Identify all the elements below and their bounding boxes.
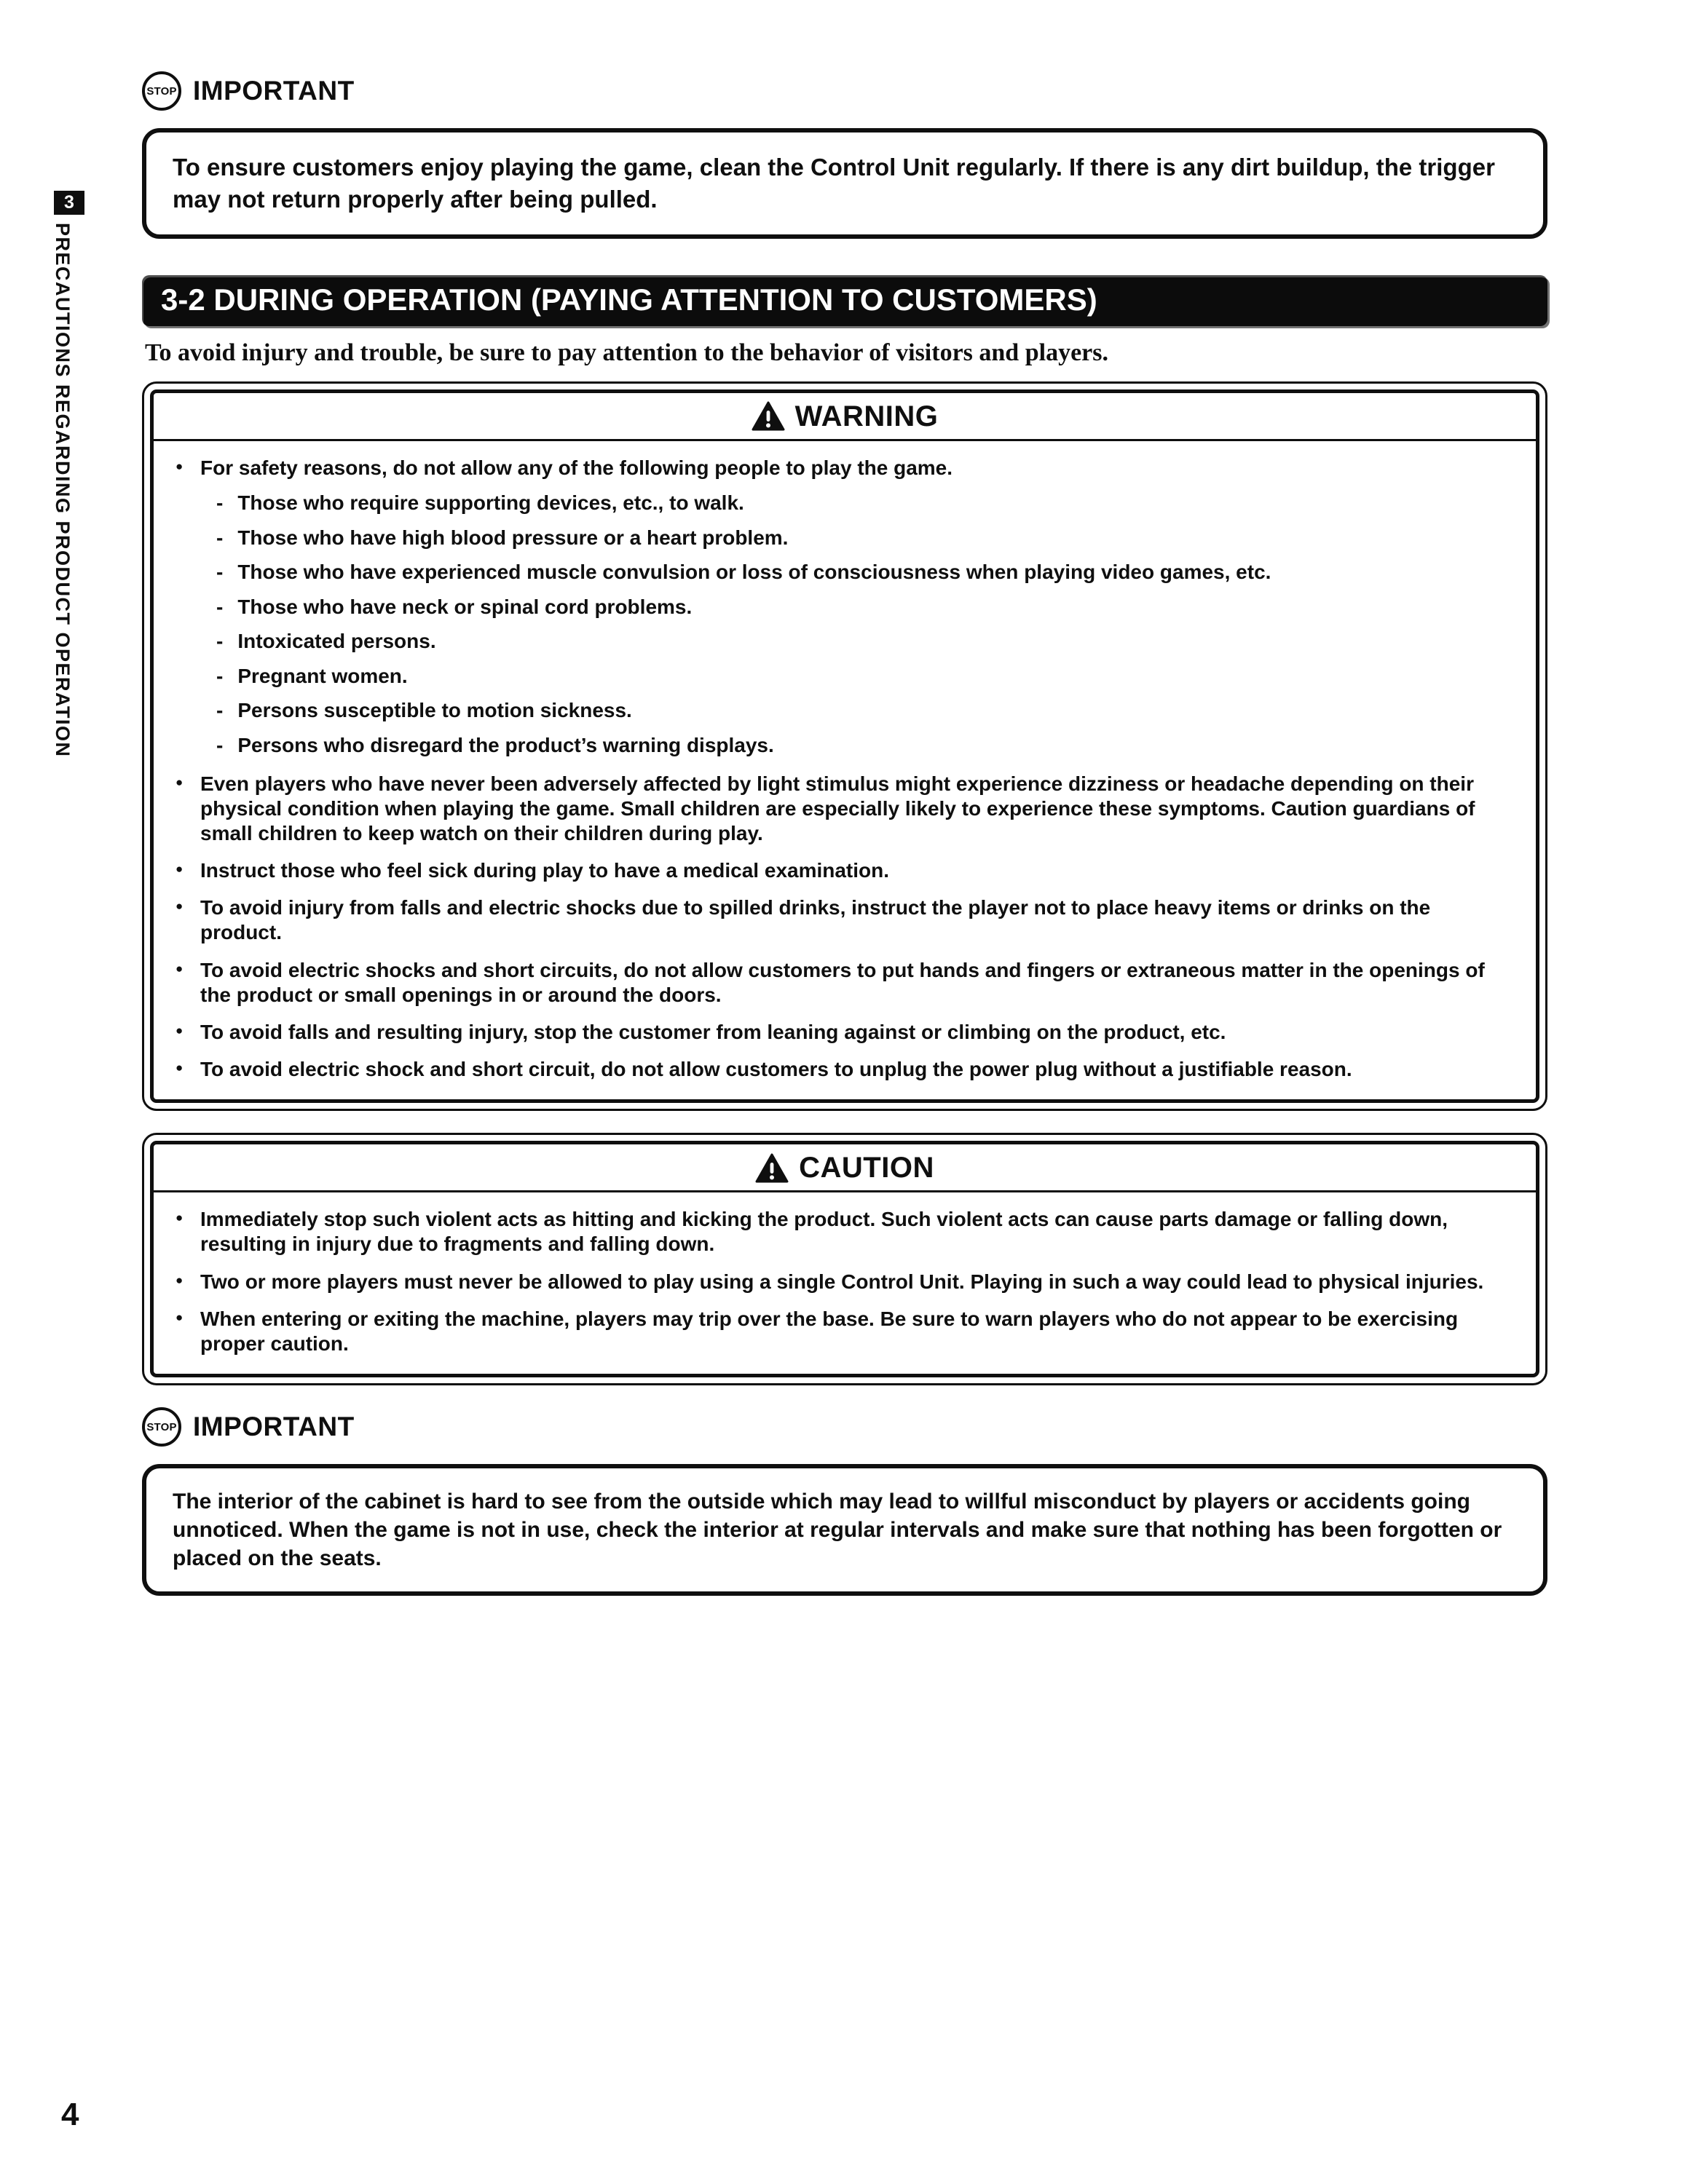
caution-list [154, 1192, 1536, 1364]
warning-item [175, 772, 1513, 846]
warning-title-label: WARNING [794, 400, 939, 432]
caution-item-text: Two or more players must never be allowed to play using a single Control Unit. Playing in such a way could lead to physical injuries. [200, 1270, 1484, 1293]
warning-item [175, 895, 1513, 945]
warning-item-text: Even players who have never been adversely affected by light stimulus might experience dizziness or headache depending on their physical condition when playing the game. Small children are especially likely to experience these symptoms. Caution guardians of small children to keep watch on their children during play. [200, 772, 1475, 844]
warning-triangle-icon [752, 401, 785, 432]
dash-icon [216, 733, 223, 758]
warning-list [154, 441, 1536, 1089]
bullet-icon [175, 1207, 187, 1257]
stop-badge-icon: STOP [142, 71, 181, 111]
dash-icon [216, 664, 223, 689]
important-label: IMPORTANT [193, 76, 355, 106]
warning-subitem-text: Intoxicated persons. [237, 630, 436, 653]
dash-icon [216, 698, 223, 723]
bullet-icon [175, 958, 187, 1008]
warning-subitem [216, 629, 1271, 654]
bullet-icon [175, 772, 187, 846]
important-box-1: To ensure customers enjoy playing the game, clean the Control Unit regularly. If there is any dirt buildup, the trigger may not return properly after being pulled. [142, 128, 1547, 239]
page-number: 4 [61, 2097, 79, 2132]
warning-item [175, 958, 1513, 1008]
caution-item [175, 1207, 1513, 1257]
bullet-icon [175, 1057, 187, 1082]
sidebar-vertical-title: PRECAUTIONS REGARDING PRODUCT OPERATION [52, 223, 74, 758]
warning-subitem-text: Those who have high blood pressure or a heart problem. [237, 526, 789, 549]
dash-icon [216, 560, 223, 585]
warning-item-text: For safety reasons, do not allow any of the following people to play the game. [200, 456, 953, 479]
warning-item [175, 1020, 1513, 1045]
section-title-bar: 3-2 DURING OPERATION (PAYING ATTENTION TO CUSTOMERS) [142, 275, 1547, 326]
bullet-icon [175, 858, 187, 883]
caution-box-inner [150, 1141, 1539, 1377]
bullet-icon [175, 456, 187, 759]
warning-item [175, 858, 1513, 883]
caution-box [142, 1133, 1547, 1385]
bullet-icon [175, 1307, 187, 1356]
important-heading-1 [142, 71, 1547, 111]
warning-subitem-text: Persons who disregard the product’s warning displays. [237, 734, 774, 757]
caution-title-label: CAUTION [799, 1152, 934, 1184]
bullet-icon [175, 1020, 187, 1045]
important-heading-2 [142, 1407, 1547, 1447]
warning-title [154, 393, 1536, 441]
warning-subitem [216, 595, 1271, 620]
warning-item [175, 1057, 1513, 1082]
caution-title [154, 1144, 1536, 1192]
caution-triangle-icon [755, 1153, 789, 1184]
warning-item-text: To avoid electric shocks and short circuits, do not allow customers to put hands and fingers or extraneous matter in the openings of the product or small openings in or around the doors. [200, 958, 1485, 1006]
section-intro: To avoid injury and trouble, be sure to pay attention to the behavior of visitors and players. [145, 339, 1108, 366]
warning-item-text: To avoid injury from falls and electric shocks due to spilled drinks, instruct the player not to place heavy items or drinks on the product. [200, 896, 1431, 944]
warning-subitem-text: Those who have experienced muscle convulsion or loss of consciousness when playing video games, etc. [237, 561, 1271, 584]
caution-item [175, 1270, 1513, 1294]
warning-subitem [216, 491, 1271, 515]
caution-item-text: Immediately stop such violent acts as hitting and kicking the product. Such violent acts can cause parts damage or falling down, resulting in injury due to fragments and falling down. [200, 1208, 1448, 1256]
chapter-number-tab: 3 [54, 191, 84, 215]
warning-subitem [216, 733, 1271, 758]
dash-icon [216, 629, 223, 654]
warning-subitem [216, 698, 1271, 723]
bullet-icon [175, 895, 187, 945]
warning-subitem [216, 560, 1271, 585]
dash-icon [216, 595, 223, 620]
warning-subitem [216, 526, 1271, 550]
warning-item [175, 456, 1513, 759]
warning-item-text: To avoid falls and resulting injury, stop the customer from leaning against or climbing on the product, etc. [200, 1020, 1226, 1043]
caution-item-text: When entering or exiting the machine, players may trip over the base. Be sure to warn players who do not appear to be exercising proper caution. [200, 1307, 1459, 1355]
warning-sublist [216, 491, 1271, 758]
dash-icon [216, 491, 223, 515]
warning-item-text: Instruct those who feel sick during play to have a medical examination. [200, 859, 890, 882]
warning-item-text: To avoid electric shock and short circuit, do not allow customers to unplug the power plug without a justifiable reason. [200, 1058, 1352, 1081]
important-label: IMPORTANT [193, 1412, 355, 1441]
dash-icon [216, 526, 223, 550]
warning-subitem-text: Those who require supporting devices, etc., to walk. [237, 491, 744, 514]
warning-subitem [216, 664, 1271, 689]
warning-subitem-text: Those who have neck or spinal cord problems. [237, 595, 693, 618]
bullet-icon [175, 1270, 187, 1294]
warning-box-inner [150, 389, 1539, 1103]
important-box-2: The interior of the cabinet is hard to see from the outside which may lead to willful misconduct by players or accidents going unnoticed. When the game is not in use, check the interior at regular intervals and make sure that nothing has been forgotten or placed on the seats. [142, 1464, 1547, 1596]
main-content [142, 71, 1547, 1596]
stop-badge-icon: STOP [142, 1407, 181, 1447]
warning-box [142, 381, 1547, 1111]
caution-item [175, 1307, 1513, 1356]
warning-subitem-text: Persons susceptible to motion sickness. [237, 699, 632, 722]
warning-subitem-text: Pregnant women. [237, 664, 408, 687]
